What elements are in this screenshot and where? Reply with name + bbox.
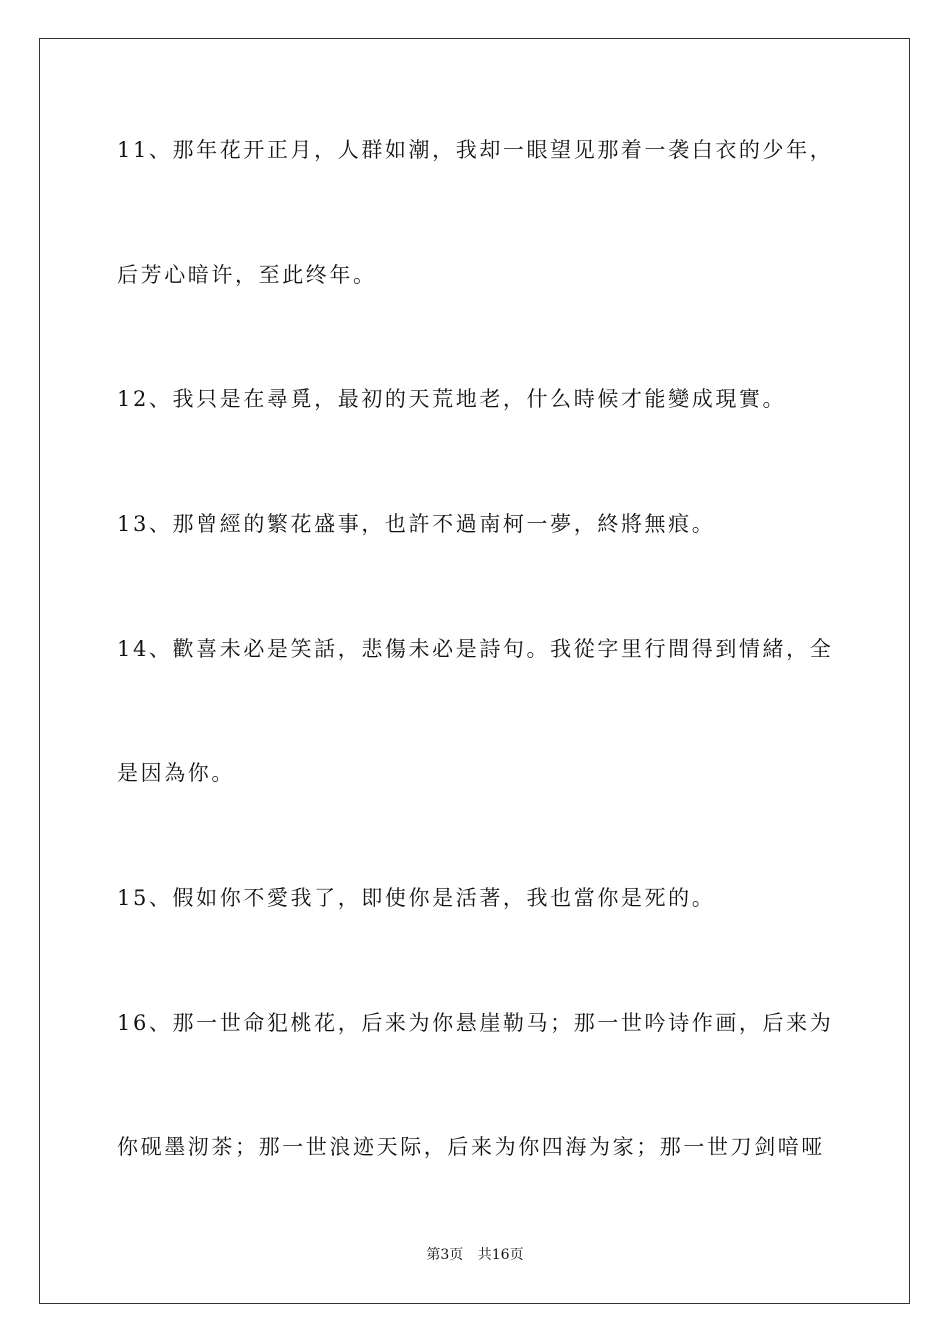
- text-line: 是因為你。: [117, 761, 235, 785]
- page-footer: [0, 1245, 950, 1265]
- text-line: 15、假如你不愛我了，即使你是活著，我也當你是死的。: [117, 886, 716, 910]
- text-line: 13、那曾經的繁花盛事，也許不過南柯一夢，終將無痕。: [117, 512, 716, 536]
- page-border: [39, 38, 910, 1304]
- page-number: 第3页: [426, 1247, 464, 1263]
- text-line: 后芳心暗许，至此终年。: [117, 263, 377, 287]
- text-line: 14、歡喜未必是笑話，悲傷未必是詩句。我從字里行間得到情緒，全: [117, 637, 834, 661]
- text-line: 你砚墨沏茶；那一世浪迹天际，后来为你四海为家；那一世刀剑喑哑: [117, 1135, 825, 1159]
- text-line: 11、那年花开正月，人群如潮，我却一眼望见那着一袭白衣的少年，: [117, 138, 834, 162]
- page-total: 共16页: [477, 1247, 524, 1263]
- text-line: 12、我只是在尋覓，最初的天荒地老，什么時候才能變成現實。: [117, 387, 787, 411]
- text-line: 16、那一世命犯桃花，后来为你悬崖勒马；那一世吟诗作画，后来为: [117, 1011, 834, 1035]
